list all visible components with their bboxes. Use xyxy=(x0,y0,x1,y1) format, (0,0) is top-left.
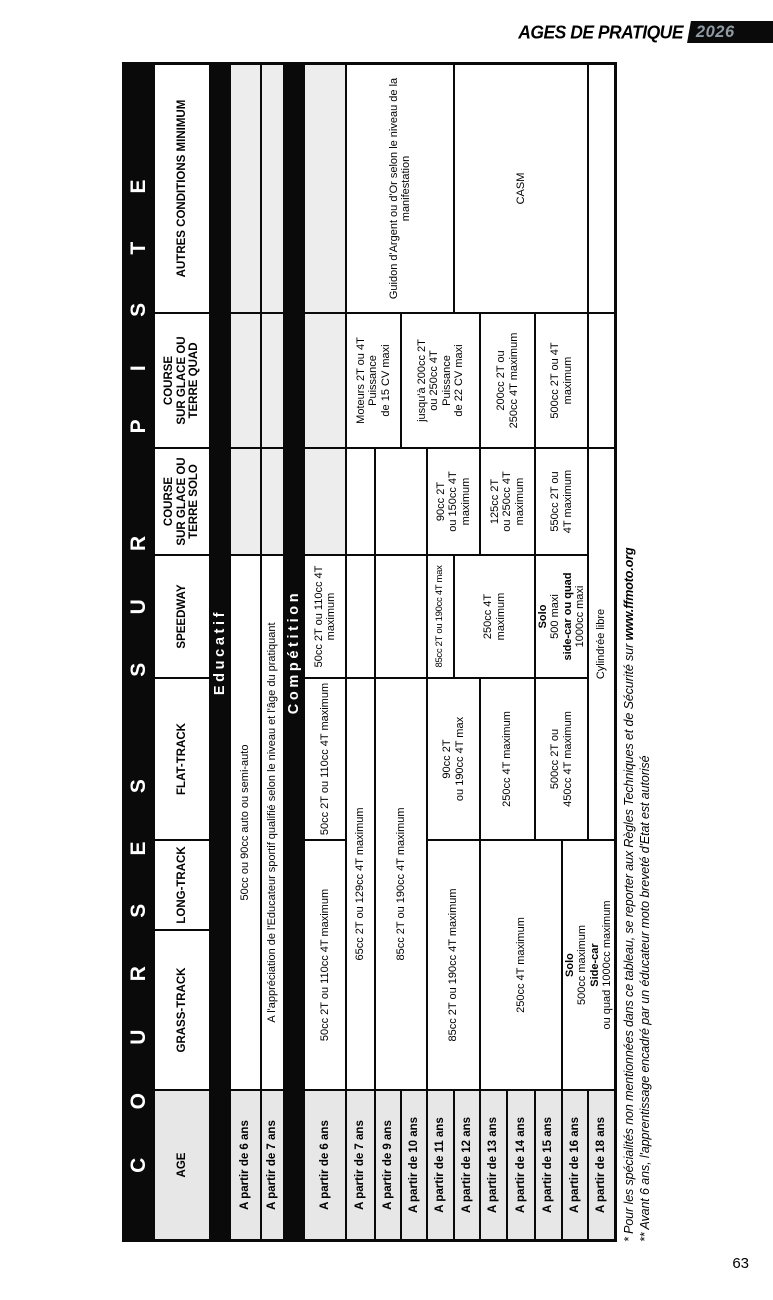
cell-13-14ans-solo: 125cc 2T ou 250cc 4T maximum xyxy=(481,449,534,554)
column-header-course-glace-terre-solo: COURSE SUR GLACE OU TERRE SOLO xyxy=(155,449,209,554)
cell-15-16ans-solo: 550cc 2T ou 4T maximum xyxy=(536,449,587,554)
age-label: A partir de 6 ans xyxy=(231,1091,260,1239)
cell-9-10ans-grass-long-flat: 85cc 2T ou 190cc 4T maximum xyxy=(376,679,426,1089)
cell-10-12ans-quad: jusqu'à 200cc 2T ou 250cc 4T Puissance de 22 CV maxi xyxy=(402,314,479,447)
column-header-autres-conditions: AUTRES CONDITIONS MINIMUM xyxy=(155,65,209,312)
section-bar-competition: Compétition xyxy=(285,65,303,1239)
column-header-speedway: SPEEDWAY xyxy=(155,556,209,677)
cell-11-12ans-flat: 90cc 2T ou 190cc 4T max xyxy=(428,679,479,839)
cell-empty xyxy=(231,314,260,447)
age-label: A partir de 16 ans xyxy=(563,1091,587,1239)
cell-educatif-6ans-tracks: 50cc ou 90cc auto ou semi-auto xyxy=(231,556,260,1089)
cell-16-18ans-grass-long: Solo 500cc maximum Side-car ou quad 1000cc maximum xyxy=(563,841,614,1089)
page-banner xyxy=(518,20,773,44)
age-label: A partir de 13 ans xyxy=(481,1091,506,1239)
age-label: A partir de 6 ans xyxy=(305,1091,345,1239)
cell-empty xyxy=(305,314,345,447)
footnote-2: ** Avant 6 ans, l'apprentissage encadré par un éducateur moto breveté d'Etat est autorisé xyxy=(637,755,652,1242)
cell-empty xyxy=(347,556,374,677)
cell-15-16ans-quad: 500cc 2T ou 4T maximum xyxy=(536,314,587,447)
cell-12-14ans-speedway: 250cc 4T maximum xyxy=(455,556,534,677)
footnotes xyxy=(622,62,653,1242)
cell-7ans-grass-long-flat: 65cc 2T ou 129cc 4T maximum xyxy=(347,679,374,1089)
cell-empty xyxy=(589,314,614,447)
cell-empty xyxy=(231,449,260,554)
cell-7ans-quad: Moteurs 2T ou 4T Puissance de 15 CV maxi xyxy=(347,314,400,447)
cell-13-14ans-quad: 200cc 2T ou 250cc 4T maximum xyxy=(481,314,534,447)
age-label: A partir de 11 ans xyxy=(428,1091,453,1239)
age-label: A partir de 15 ans xyxy=(536,1091,561,1239)
column-header-course-glace-terre-quad: COURSE SUR GLACE OU TERRE QUAD xyxy=(155,314,209,447)
column-header-grass-track: GRASS-TRACK xyxy=(155,931,209,1089)
cell-educatif-7ans-tracks: A l'appréciation de l'Educateur sportif qualifié selon le niveau et l'âge du pratiquant xyxy=(262,556,283,1089)
age-label: A partir de 9 ans xyxy=(376,1091,400,1239)
banner-title: AGES DE PRATIQUE xyxy=(518,20,683,42)
age-label: A partir de 14 ans xyxy=(508,1091,534,1239)
cell-15-16ans-flat: 500cc 2T ou 450cc 4T maximum xyxy=(536,679,587,839)
page-number: 63 xyxy=(732,1255,749,1272)
cell-6ans-grass-long: 50cc 2T ou 110cc 4T maximum xyxy=(305,841,345,1089)
cell-7ans-autres-guidon: Guidon d'Argent ou d'Or selon le niveau de la manifestation xyxy=(347,65,453,312)
banner-year-box xyxy=(687,21,773,43)
column-header-flat-track: FLAT-TRACK xyxy=(155,679,209,839)
cell-6ans-speedway: 50cc 2T ou 110cc 4T maximum xyxy=(305,556,345,677)
cell-11-12ans-grass-long: 85cc 2T ou 190cc 4T maximum xyxy=(428,841,479,1089)
age-label: A partir de 12 ans xyxy=(455,1091,479,1239)
age-label: A partir de 10 ans xyxy=(402,1091,426,1239)
banner-year: 2026 xyxy=(696,22,735,41)
section-bar-educatif: Educatif xyxy=(211,65,229,1239)
cell-18ans-cylindree-libre: Cylindrée libre xyxy=(589,449,614,839)
ffmoto-url: www.ffmoto.org xyxy=(622,547,636,641)
cell-6ans-flat: 50cc 2T ou 110cc 4T maximum xyxy=(305,679,345,839)
cell-12-16ans-autres-casm: CASM xyxy=(455,65,587,312)
column-header-long-track: LONG-TRACK xyxy=(155,841,209,929)
footnote-1: * Pour les spécialités non mentionnées dans ce tableau, se reporter aux Règles Techniques et de Sécurité sur www.ffmoto.org xyxy=(622,547,636,1242)
cell-empty xyxy=(231,65,260,312)
cell-empty xyxy=(589,65,614,312)
cell-11-12ans-solo: 90cc 2T ou 150cc 4T maximum xyxy=(428,449,479,554)
courses-sur-piste-table xyxy=(122,62,617,1242)
cell-empty xyxy=(376,449,426,554)
cell-empty xyxy=(262,314,283,447)
cell-empty xyxy=(305,65,345,312)
cell-empty xyxy=(262,449,283,554)
cell-empty xyxy=(262,65,283,312)
table-title: COURSES SUR PISTE xyxy=(125,65,153,1239)
cell-13-14ans-flat: 250cc 4T maximum xyxy=(481,679,534,839)
age-label: A partir de 18 ans xyxy=(589,1091,614,1239)
cell-13-15ans-grass-long: 250cc 4T maximum xyxy=(481,841,561,1089)
cell-15-16ans-speedway: Solo 500 maxi side-car ou quad 1000cc maxi xyxy=(536,556,587,677)
cell-empty xyxy=(376,556,426,677)
rotated-table-block xyxy=(122,62,653,1242)
cell-11ans-speedway: 85cc 2T ou 190cc 4T max xyxy=(428,556,453,677)
age-label: A partir de 7 ans xyxy=(262,1091,283,1239)
column-header-age: AGE xyxy=(155,1091,209,1239)
age-label: A partir de 7 ans xyxy=(347,1091,374,1239)
cell-empty xyxy=(347,449,374,554)
cell-empty xyxy=(305,449,345,554)
